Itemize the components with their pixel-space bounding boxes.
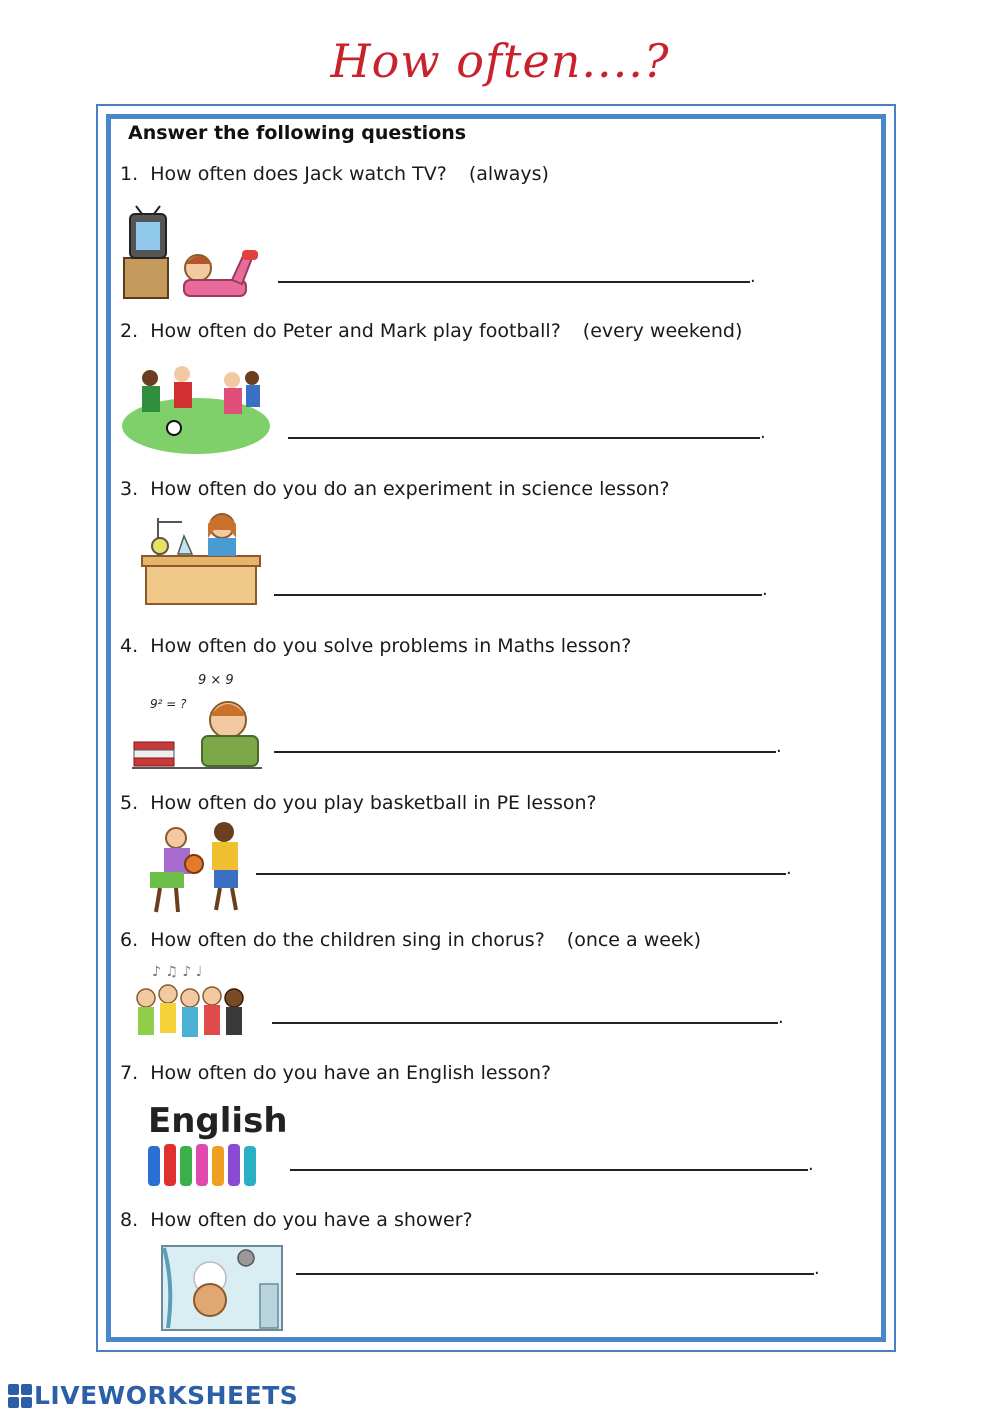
english-word: English (148, 1101, 288, 1141)
question-hint: (once a week) (566, 929, 702, 951)
maths-student-icon (132, 668, 262, 772)
svg-text:♪ ♫ ♪ ♩: ♪ ♫ ♪ ♩ (152, 964, 203, 980)
question-hint: (always) (468, 163, 549, 185)
question-text: How often do you solve problems in Maths lesson? (150, 635, 632, 657)
basketball-icon (140, 818, 250, 922)
question-text: How often does Jack watch TV? (150, 163, 447, 185)
question-number: 5. (120, 792, 139, 814)
maths-expression: 9 × 9 (198, 673, 234, 688)
answer-line-4[interactable] (274, 751, 776, 753)
question-number: 3. (120, 478, 139, 500)
question-4 (120, 635, 631, 657)
answer-line-6[interactable] (272, 1022, 778, 1024)
answer-line-1[interactable] (278, 281, 750, 283)
question-1 (120, 163, 549, 185)
science-experiment-icon (138, 508, 264, 606)
answer-line-8[interactable] (296, 1273, 814, 1275)
question-text: How often do you do an experiment in science lesson? (150, 478, 670, 500)
answer-period: . (762, 579, 768, 600)
answer-period: . (778, 1007, 784, 1028)
tv-watching-icon (120, 206, 275, 302)
liveworksheets-logo (8, 1381, 298, 1410)
brand-name: LIVEWORKSHEETS (34, 1381, 299, 1410)
answer-line-2[interactable] (288, 437, 760, 439)
question-6 (120, 929, 701, 951)
answer-period: . (808, 1154, 814, 1175)
question-text: How often do the children sing in chorus? (150, 929, 545, 951)
answer-period: . (786, 858, 792, 879)
answer-period: . (814, 1258, 820, 1279)
question-number: 8. (120, 1209, 139, 1231)
question-number: 2. (120, 320, 139, 342)
question-number: 4. (120, 635, 139, 657)
question-text: How often do you play basketball in PE lesson? (150, 792, 597, 814)
chorus-children-icon (132, 962, 248, 1050)
liveworksheets-logo-icon (8, 1384, 32, 1408)
question-text: How often do you have a shower? (150, 1209, 473, 1231)
english-hands-icon (142, 1096, 288, 1192)
question-3 (120, 478, 670, 500)
question-2 (120, 320, 742, 342)
question-number: 6. (120, 929, 139, 951)
shower-icon (160, 1244, 284, 1332)
question-7 (120, 1062, 551, 1084)
question-text: How often do you have an English lesson? (150, 1062, 552, 1084)
instruction-text: Answer the following questions (128, 122, 467, 144)
answer-line-3[interactable] (274, 594, 762, 596)
answer-period: . (760, 422, 766, 443)
answer-line-5[interactable] (256, 873, 786, 875)
question-number: 1. (120, 163, 139, 185)
worksheet-title: How often....? (330, 34, 670, 88)
question-hint: (every weekend) (582, 320, 743, 342)
question-text: How often do Peter and Mark play football? (150, 320, 561, 342)
answer-line-7[interactable] (290, 1169, 808, 1171)
football-icon (120, 360, 275, 458)
question-8 (120, 1209, 473, 1231)
question-5 (120, 792, 597, 814)
answer-period: . (776, 736, 782, 757)
answer-period: . (750, 266, 756, 287)
maths-expression: 9² = ? (150, 697, 187, 711)
question-number: 7. (120, 1062, 139, 1084)
